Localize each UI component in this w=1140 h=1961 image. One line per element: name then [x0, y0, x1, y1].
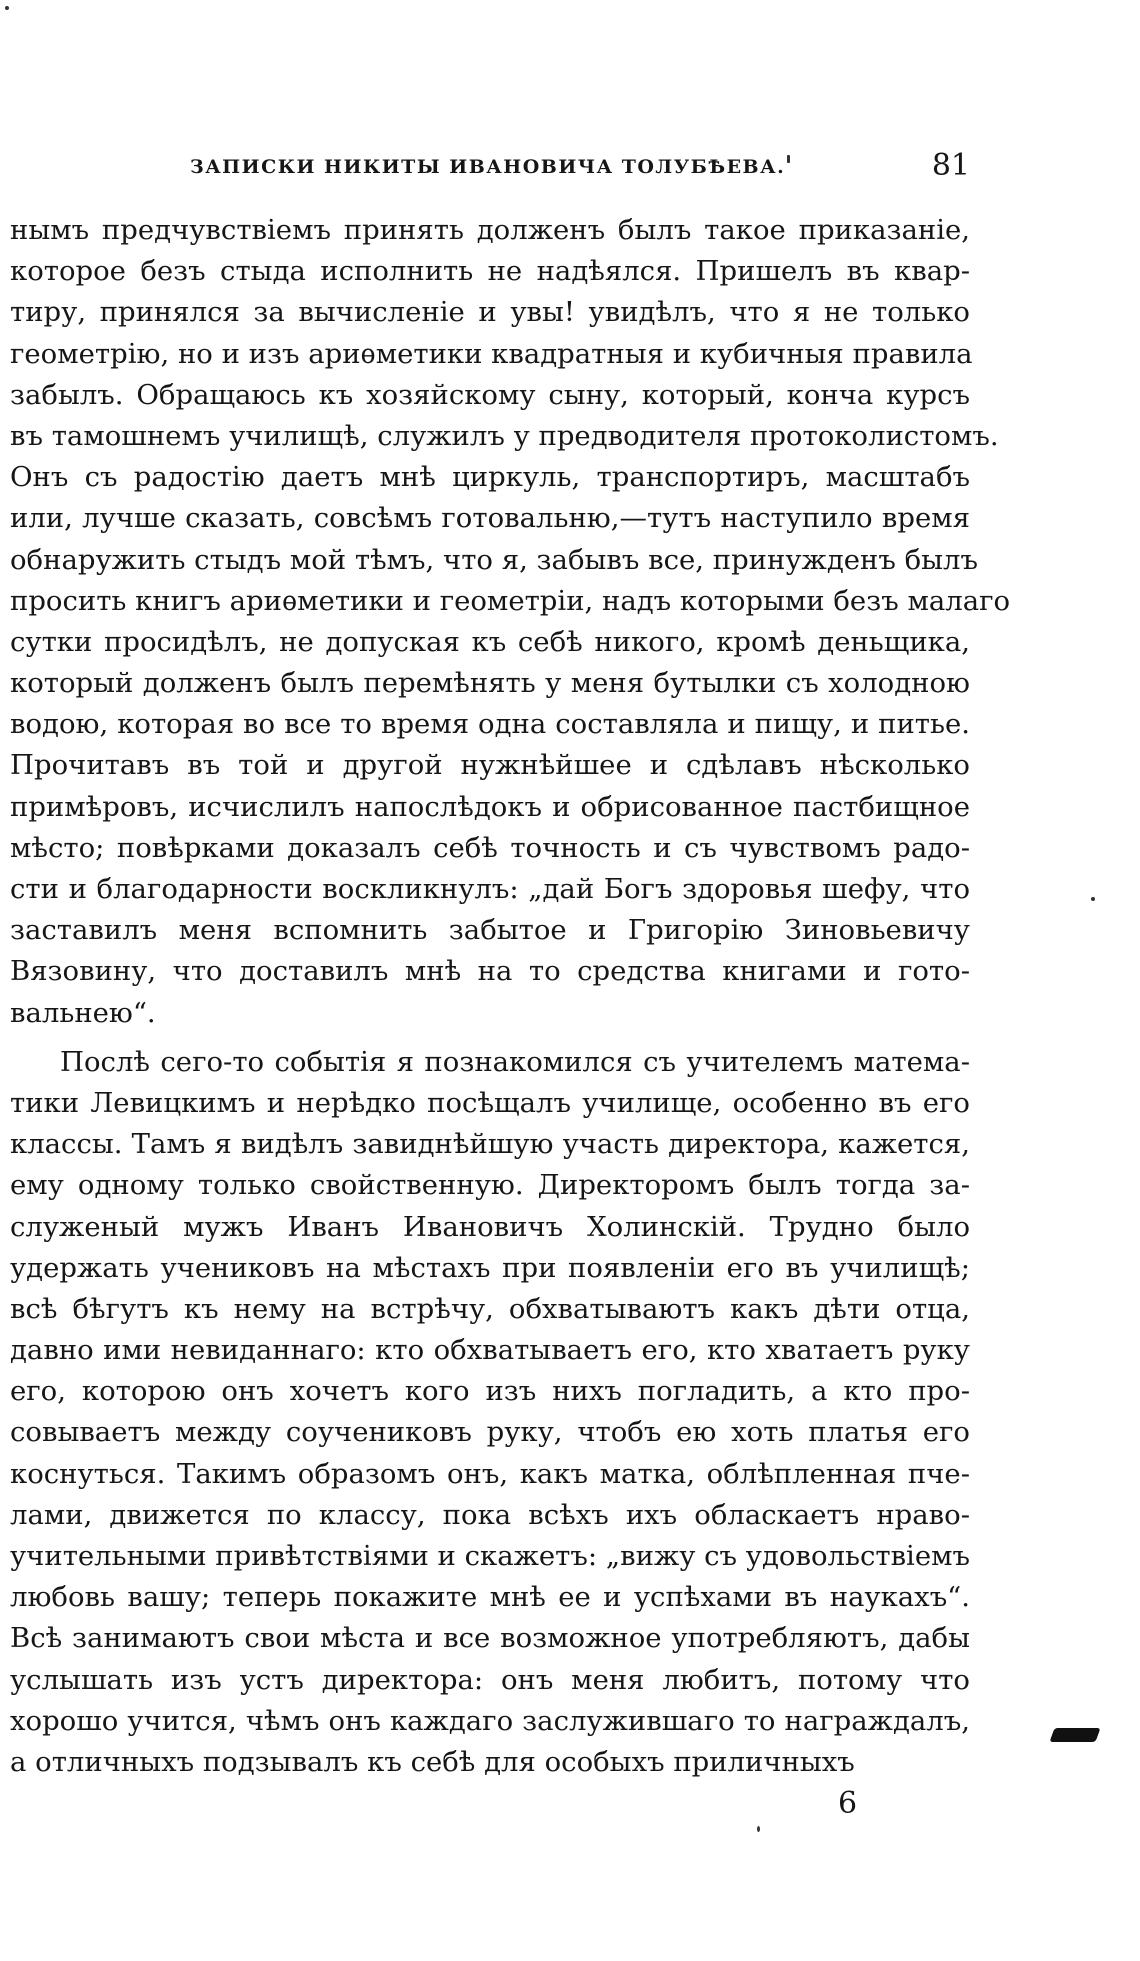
text-line: Прочитавъ въ той и другой нужнѣйшее и сдѣлавъ нѣсколько	[10, 749, 970, 782]
text-line: Послѣ сего-то событія я познакомился съ учителемъ матема-	[60, 1045, 970, 1078]
text-line: сти и благодарности воскликнулъ: „дай Богъ здоровья шефу, что	[10, 873, 970, 905]
text-line: коснуться. Такимъ образомъ онъ, какъ матка, облѣпленная пче-	[10, 1457, 970, 1490]
text-line: любовь вашу; теперь покажите мнѣ ее и успѣхами въ наукахъ“.	[10, 1581, 970, 1614]
signature-mark: 6	[838, 1786, 858, 1821]
text-line: обнаружить стыдъ мой тѣмъ, что я, забывъ все, принужденъ былъ	[10, 543, 979, 576]
text-line: примѣровъ, исчислилъ напослѣдокъ и обрисованное пастбищное	[10, 790, 970, 823]
text-line: совываетъ между соучениковъ руку, чтобъ ею хоть платья его	[10, 1416, 970, 1449]
body-text	[10, 210, 1011, 1783]
text-line: Всѣ занимаютъ свои мѣста и все возможное употребляютъ, дабы	[10, 1622, 970, 1655]
text-line: вальнею“.	[10, 996, 156, 1029]
text-line: забылъ. Обращаюсь къ хозяйскому сыну, который, конча курсъ	[10, 378, 970, 411]
text-line: мѣсто; повѣрками доказалъ себѣ точность и съ чувствомъ радо-	[10, 831, 970, 864]
running-title: ЗАПИСКИ НИКИТЫ ИВАНОВИЧА ТОЛУБѢЕВА.	[190, 156, 786, 178]
text-line: которое безъ стыда исполнить не надѣялся. Пришелъ въ квар-	[10, 255, 970, 288]
text-line: Онъ съ радостію даетъ мнѣ циркуль, транспортиръ, масштабъ	[10, 461, 970, 494]
text-line: хорошо учится, чѣмъ онъ каждаго заслужившаго то награждалъ,	[10, 1704, 970, 1737]
text-line: давно ими невиданнаго: кто обхватываетъ его, кто хватаетъ руку	[10, 1334, 970, 1367]
text-line: или, лучше сказать, совсѣмъ готовальню,—тутъ наступило время	[10, 502, 970, 535]
text-line: Вязовину, что доставилъ мнѣ на то средства книгами и гото-	[10, 955, 970, 988]
scan-speck	[5, 6, 9, 10]
text-line: нымъ предчувствіемъ принять долженъ былъ такое приказаніе,	[10, 214, 970, 246]
text-line: служеный мужъ Иванъ Ивановичъ Холинскій. Трудно было	[10, 1210, 970, 1243]
paragraph-2	[10, 1042, 970, 1783]
text-line: ему одному только свойственную. Директоромъ былъ тогда за-	[10, 1169, 970, 1202]
scan-speck	[787, 155, 790, 163]
text-line: его, которою онъ хочетъ кого изъ нихъ погладить, а кто про-	[10, 1375, 970, 1408]
text-line: сутки просидѣлъ, не допуская къ себѣ никого, кромѣ деньщика,	[10, 625, 970, 658]
text-line: геометрію, но и изъ ариѳметики квадратныя и кубичныя правила	[10, 337, 973, 370]
ink-smudge	[1049, 1728, 1100, 1742]
text-line: удержать учениковъ на мѣстахъ при появленіи его въ училищѣ;	[10, 1251, 970, 1284]
scan-speck	[757, 1826, 760, 1832]
text-line: тики Левицкимъ и нерѣдко посѣщалъ училище, особенно въ его	[10, 1086, 970, 1119]
text-line: классы. Тамъ я видѣлъ завиднѣйшую участь директора, кажется,	[10, 1128, 970, 1161]
text-line: услышать изъ устъ директора: онъ меня любитъ, потому что	[10, 1663, 970, 1696]
text-line: который долженъ былъ перемѣнять у меня бутылки съ холодною	[10, 667, 970, 700]
paragraph-1	[10, 210, 1011, 1034]
text-line: лами, движется по классу, пока всѣхъ ихъ обласкаетъ нраво-	[10, 1498, 970, 1531]
text-line: тиру, принялся за вычисленіе и увы! увидѣлъ, что я не только	[10, 296, 970, 329]
text-line: а отличныхъ подзывалъ къ себѣ для особыхъ приличныхъ	[10, 1745, 855, 1778]
text-line: въ тамошнемъ училищѣ, служилъ у предводителя протоколистомъ.	[10, 419, 999, 452]
text-line: водою, которая во все то время одна составляла и пищу, и питье.	[10, 708, 970, 741]
page-header	[180, 148, 970, 188]
scan-speck	[1091, 897, 1095, 901]
text-line: просить книгъ ариѳметики и геометріи, надъ которыми безъ малаго	[10, 584, 1011, 617]
text-line: всѣ бѣгутъ къ нему на встрѣчу, обхватываютъ какъ дѣти отца,	[10, 1292, 970, 1325]
paragraph-gap	[10, 1034, 970, 1042]
text-line: учительными привѣтствіями и скажетъ: „вижу съ удовольствіемъ	[10, 1540, 971, 1572]
text-line: заставилъ меня вспомнить забытое и Григорію Зиновьевичу	[10, 914, 970, 947]
page-number: 81	[931, 148, 970, 183]
